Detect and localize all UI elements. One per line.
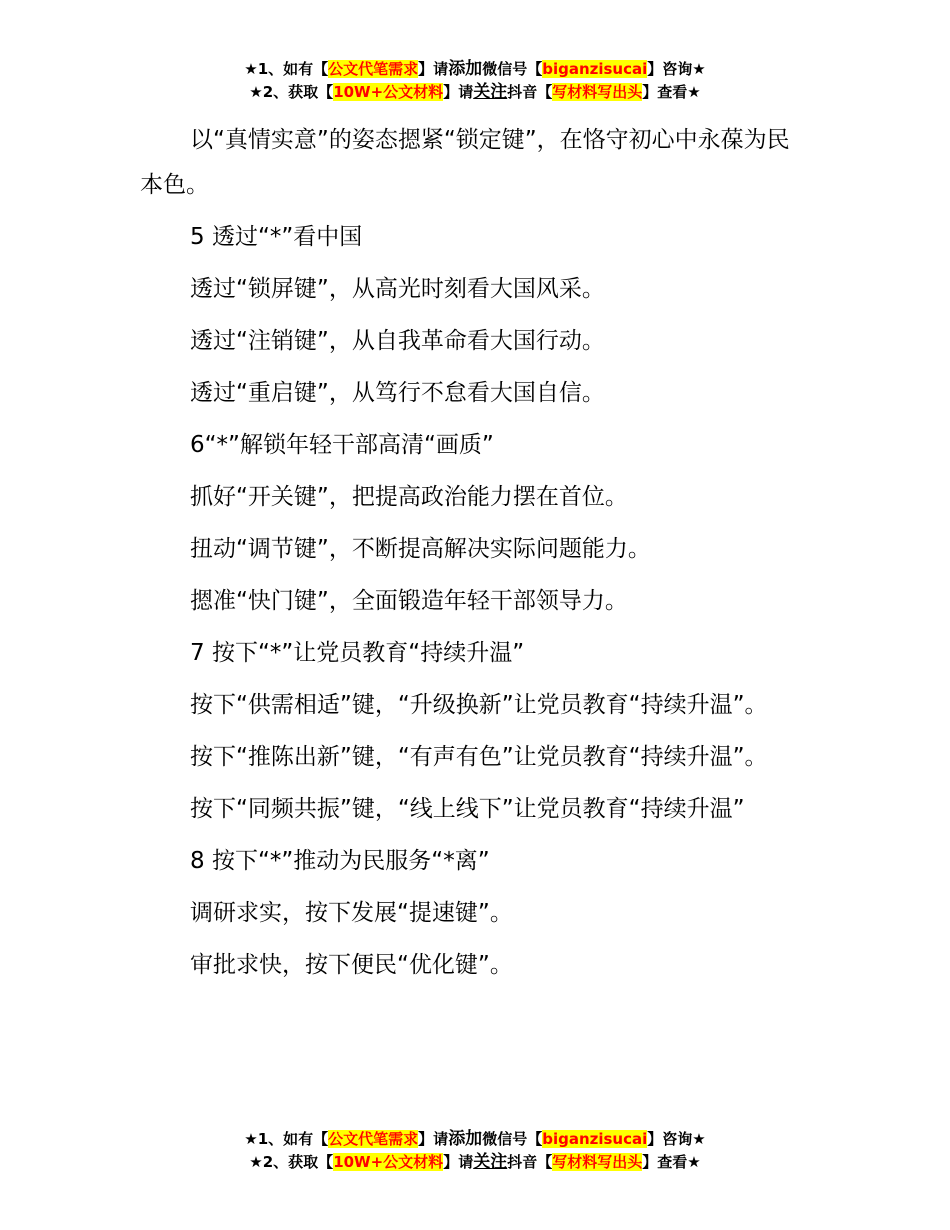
banner-highlight: biganzisucai — [542, 60, 648, 78]
banner-highlight: 公文代笔需求 — [328, 1130, 419, 1148]
banner-emphasis: 关注 — [473, 1152, 508, 1172]
footer-banner — [0, 1128, 950, 1174]
banner-text: 】咨询★ — [647, 60, 706, 78]
banner-line-2 — [0, 81, 950, 104]
paragraph: 透过“注销键”，从自我革命看大国行动。 — [190, 328, 605, 354]
paragraph: 以“真情实意”的姿态摁紧“锁定键”，在恪守初心中永葆为民本色。 — [140, 127, 790, 198]
banner-text: 】查看★ — [642, 83, 701, 101]
paragraph: 调研求实，按下发展“提速键”。 — [190, 900, 513, 926]
section-heading: 8 按下“*”推动为民服务“*离” — [190, 848, 490, 874]
banner-text: 】请 — [443, 1153, 474, 1171]
banner-highlight: 写材料写出头 — [552, 1153, 643, 1171]
banner-text: ★2、获取【 — [249, 83, 334, 101]
banner-emphasis: 添加 — [448, 59, 483, 79]
banner-text: 抖音【 — [507, 1153, 553, 1171]
banner-text: 微信号【 — [482, 1130, 543, 1148]
paragraph: 扭动“调节键”，不断提高解决实际问题能力。 — [190, 536, 651, 562]
paragraph: 按下“同频共振”键，“线上线下”让党员教育“持续升温” — [190, 796, 745, 822]
paragraph: 按下“供需相适”键，“升级换新”让党员教育“持续升温”。 — [190, 692, 768, 718]
banner-line-1 — [0, 1128, 950, 1151]
paragraph: 透过“锁屏键”，从高光时刻看大国风采。 — [190, 276, 605, 302]
banner-text: 】查看★ — [642, 1153, 701, 1171]
header-banner — [0, 58, 950, 104]
paragraph: 摁准“快门键”，全面锻造年轻干部领导力。 — [190, 588, 628, 614]
document-body — [140, 118, 812, 995]
banner-text: 】咨询★ — [647, 1130, 706, 1148]
section-heading: 5 透过“*”看中国 — [190, 224, 363, 250]
banner-highlight: 10W+公文材料 — [333, 83, 444, 101]
banner-text: 微信号【 — [482, 60, 543, 78]
banner-text: 抖音【 — [507, 83, 553, 101]
banner-highlight: biganzisucai — [542, 1130, 648, 1148]
section-heading: 6“*”解锁年轻干部高清“画质” — [190, 432, 494, 458]
banner-line-2 — [0, 1151, 950, 1174]
banner-text: 】请 — [443, 83, 474, 101]
banner-emphasis: 关注 — [473, 82, 508, 102]
paragraph: 按下“推陈出新”键，“有声有色”让党员教育“持续升温”。 — [190, 744, 768, 770]
banner-highlight: 公文代笔需求 — [328, 60, 419, 78]
section-heading: 7 按下“*”让党员教育“持续升温” — [190, 640, 525, 666]
banner-text: ★1、如有【 — [244, 60, 329, 78]
banner-highlight: 10W+公文材料 — [333, 1153, 444, 1171]
banner-text: 】请 — [418, 1130, 449, 1148]
paragraph: 透过“重启键”，从笃行不怠看大国自信。 — [190, 380, 605, 406]
banner-text: ★1、如有【 — [244, 1130, 329, 1148]
banner-highlight: 写材料写出头 — [552, 83, 643, 101]
banner-text: 】请 — [418, 60, 449, 78]
paragraph: 审批求快，按下便民“优化键”。 — [190, 952, 513, 978]
banner-text: ★2、获取【 — [249, 1153, 334, 1171]
banner-line-1 — [0, 58, 950, 81]
paragraph: 抓好“开关键”，把提高政治能力摆在首位。 — [190, 484, 628, 510]
banner-emphasis: 添加 — [448, 1129, 483, 1149]
